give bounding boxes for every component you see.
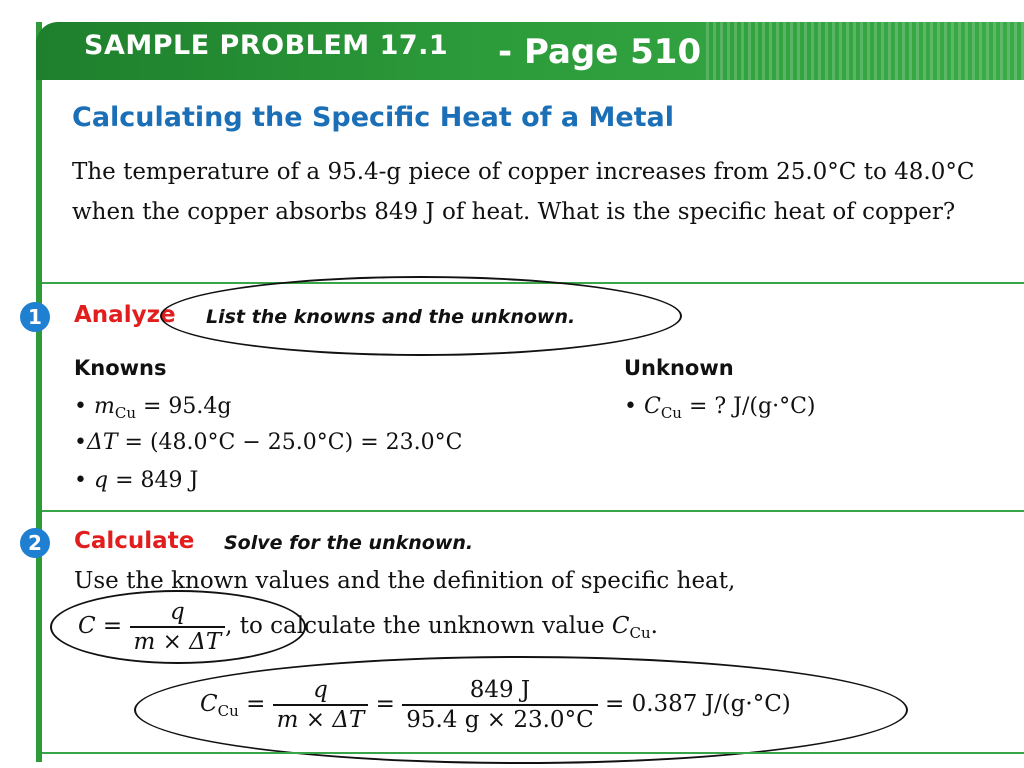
- knowns-heading: Knowns: [74, 356, 167, 380]
- unknown-heading: Unknown: [624, 356, 734, 380]
- calculate-instruction: Use the known values and the definition of specific heat,: [74, 568, 736, 594]
- annotation-ellipse-definition: [50, 590, 306, 664]
- annotation-ellipse-analyze: [160, 276, 682, 356]
- equals: =: [246, 691, 266, 717]
- bullet: •: [624, 394, 637, 419]
- continuation-sub: Cu: [629, 624, 651, 642]
- period: .: [650, 613, 658, 639]
- known-delta-t-var: ΔT: [86, 430, 118, 455]
- unknown-specific-heat: [624, 394, 816, 422]
- step-2-badge: 2: [20, 528, 50, 558]
- step-1-badge: 1: [20, 302, 50, 332]
- annotation-ellipse-solution: [134, 656, 908, 764]
- calculate-description: Solve for the unknown.: [224, 532, 474, 554]
- known-mass-value: = 95.4g: [143, 394, 232, 419]
- solution-denominator-symbolic: m × ΔT: [276, 707, 365, 733]
- analyze-label: Analyze: [74, 302, 176, 328]
- bullet: •: [74, 394, 87, 419]
- known-heat: [74, 468, 198, 493]
- solution-numerator-symbolic: q: [273, 676, 369, 706]
- known-heat-var: q: [93, 468, 109, 493]
- result-var: C: [200, 691, 218, 717]
- continuation-var: C: [611, 613, 630, 639]
- known-delta-t-value: = (48.0°C − 25.0°C) = 23.0°C: [124, 430, 463, 455]
- known-delta-t: [74, 430, 462, 455]
- known-mass-sub: Cu: [114, 404, 136, 422]
- bullet: •: [74, 468, 87, 493]
- result-sub: Cu: [217, 702, 239, 720]
- def-numerator: q: [130, 598, 226, 628]
- problem-title: Calculating the Specific Heat of a Metal: [72, 102, 675, 133]
- equals: =: [375, 691, 395, 717]
- unknown-value: = ? J/(g·°C): [688, 394, 816, 419]
- bullet: •: [74, 430, 87, 455]
- divider: [42, 510, 1024, 512]
- solution-denominator-numeric: 95.4 g × 23.0°C: [406, 707, 594, 733]
- solution-numerator-numeric: 849 J: [402, 676, 597, 706]
- known-mass-var: m: [93, 394, 115, 419]
- calculate-label: Calculate: [74, 528, 195, 554]
- problem-statement: The temperature of a 95.4-g piece of copper increases from 25.0°C to 48.0°C when the copper absorbs 849 J of heat. What is the specific heat of copper?: [72, 159, 975, 225]
- page-reference: - Page 510: [498, 32, 702, 72]
- solution-result: 0.387 J/(g·°C): [631, 691, 791, 717]
- known-mass: [74, 394, 232, 422]
- calculate-continuation: , to calculate the unknown value: [225, 613, 605, 639]
- analyze-description: List the knowns and the unknown.: [206, 306, 576, 328]
- unknown-var: C: [643, 394, 661, 419]
- divider: [42, 752, 1024, 754]
- header-title: SAMPLE PROBLEM 17.1: [84, 30, 449, 61]
- equals: =: [604, 691, 625, 717]
- def-denominator: m × ΔT: [133, 629, 222, 655]
- known-heat-value: = 849 J: [115, 468, 199, 493]
- unknown-sub: Cu: [660, 404, 682, 422]
- def-lhs: C =: [78, 613, 123, 639]
